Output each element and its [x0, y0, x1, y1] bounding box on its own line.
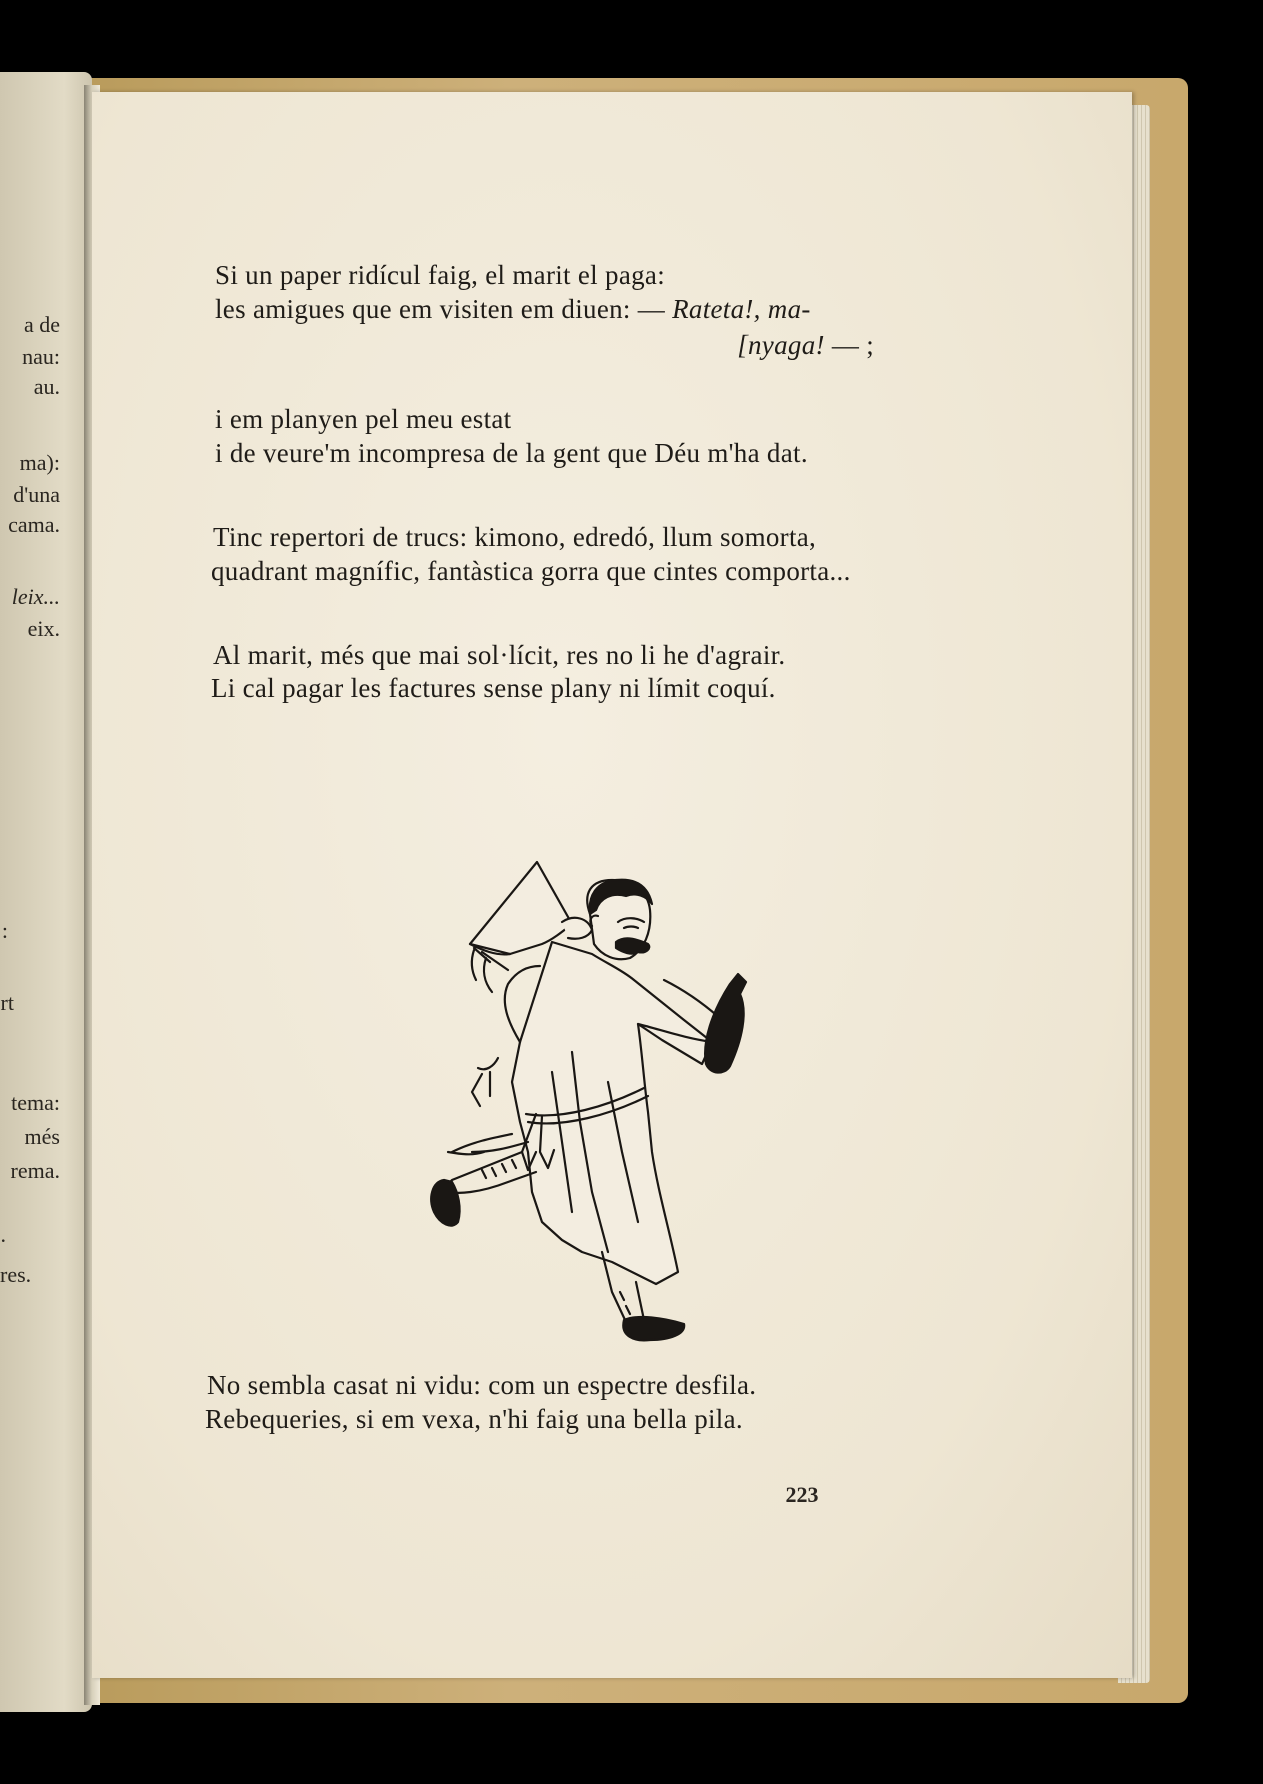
left-page-fragment: tema: [11, 1090, 60, 1115]
verse-line [215, 294, 811, 325]
verse-line: i em planyen pel meu estat [215, 404, 512, 434]
left-page [0, 72, 92, 1712]
verse-line: Si un paper ridícul faig, el marit el paga: [215, 260, 666, 290]
left-page-fragment: rt [0, 990, 14, 1015]
running-man-illustration [412, 852, 812, 1392]
left-page-fragment: rema. [10, 1158, 60, 1183]
verse-text: les amigues que em visiten em diuen: — [215, 294, 673, 324]
verse-line: No sembla casat ni vidu: com un espectre desfila. [207, 1370, 757, 1400]
left-page-fragment: au. [33, 374, 60, 399]
verse-text: — ; [824, 330, 874, 360]
verse-line-continuation [737, 330, 874, 361]
left-page-fragment: més [24, 1124, 60, 1149]
verse-line: Al marit, més que mai sol·lícit, res no li he d'agrair. [213, 640, 786, 670]
left-page-fragment: ma): [19, 450, 60, 475]
left-page-fragment: : [1, 918, 8, 943]
page-number: 223 [785, 1482, 819, 1507]
left-page-fragment: res. [0, 1262, 32, 1287]
verse-line: i de veure'm incompresa de la gent que Déu m'ha dat. [215, 438, 808, 468]
verse-line: Li cal pagar les factures sense plany ni límit coquí. [211, 673, 776, 703]
verse-line: quadrant magnífic, fantàstica gorra que cintes comporta... [211, 556, 851, 586]
verse-line: Tinc repertori de trucs: kimono, edredó, llum somorta, [213, 522, 817, 552]
left-page-fragment: . [0, 1222, 6, 1247]
verse-line: Rebequeries, si em vexa, n'hi faig una bella pila. [205, 1404, 743, 1434]
verse-italic-text: [nyaga! [737, 330, 825, 360]
left-page-fragment: leix... [11, 584, 60, 609]
left-page-fragment: cama. [8, 512, 60, 537]
book-page [92, 92, 1132, 1678]
left-page-fragment: nau: [22, 344, 60, 369]
left-page-fragment: a de [23, 312, 60, 337]
left-page-fragment: eix. [27, 616, 60, 641]
left-page-fragment: d'una [13, 482, 60, 507]
verse-italic-text: Rateta!, ma- [672, 294, 811, 324]
